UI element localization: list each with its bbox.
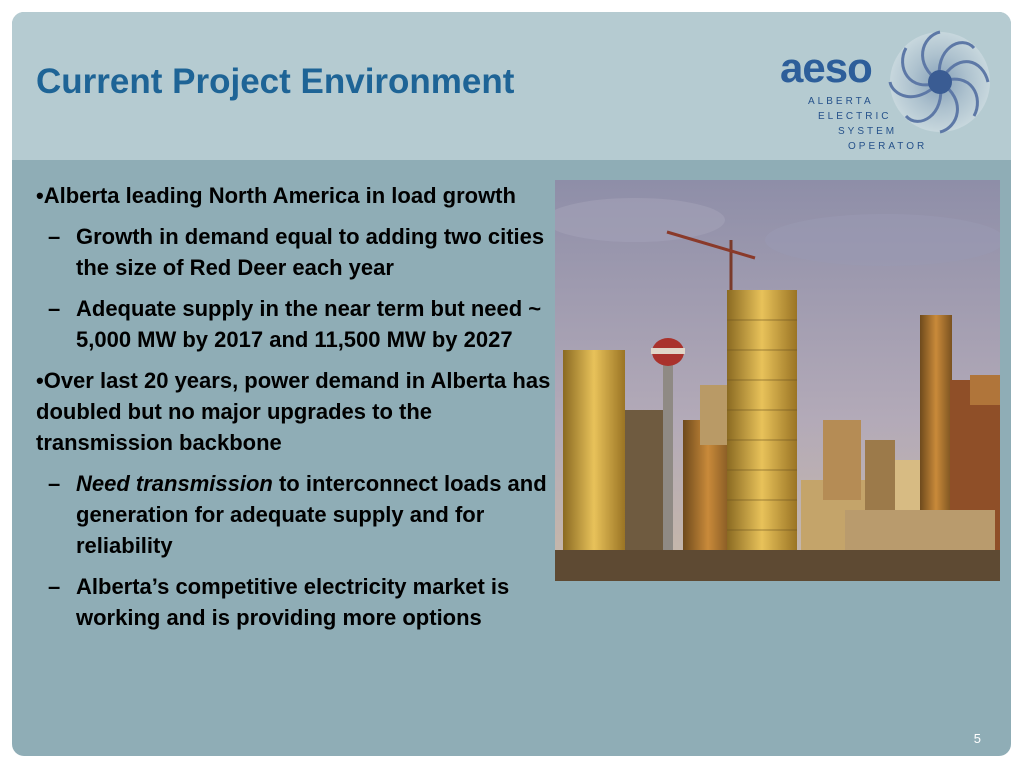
sub-bullet-marker: – bbox=[48, 296, 61, 321]
swirl-logo-icon bbox=[888, 30, 992, 134]
sub-bullet-text: Adequate supply in the near term but need ~ 5,000 MW by 2017 and 11,500 MW by 2027 bbox=[76, 296, 542, 352]
logo-line-1: ALBERTA bbox=[808, 96, 874, 107]
page-number: 5 bbox=[973, 731, 981, 746]
sub-bullet-marker: – bbox=[48, 471, 61, 496]
sub-bullet-text: Growth in demand equal to adding two cities the size of Red Deer each year bbox=[76, 224, 545, 280]
bullet-1 bbox=[36, 180, 556, 211]
bullet-text: Over last 20 years, power demand in Alberta has doubled but no major upgrades to the transmission backbone bbox=[36, 368, 551, 455]
bullet-list bbox=[36, 180, 556, 643]
sub-bullet-2 bbox=[36, 293, 556, 355]
logo-line-2: ELECTRIC bbox=[818, 111, 892, 122]
logo-wordmark: aeso bbox=[780, 44, 872, 91]
slide-header bbox=[12, 12, 1011, 160]
logo-line-3: SYSTEM bbox=[838, 126, 898, 137]
aeso-logo bbox=[774, 30, 1004, 158]
slide bbox=[12, 12, 1011, 756]
sub-bullet-text: Alberta’s competitive electricity market is working and is providing more options bbox=[76, 574, 510, 630]
bullet-marker: • bbox=[36, 368, 44, 393]
sub-bullet-4 bbox=[36, 571, 556, 633]
slide-title: Current Project Environment bbox=[36, 62, 515, 101]
bullet-2 bbox=[36, 365, 556, 458]
city-skyline-photo bbox=[555, 180, 1000, 581]
emphasis-text: Need transmission bbox=[76, 471, 273, 496]
bullet-text: Alberta leading North America in load growth bbox=[43, 183, 516, 208]
sub-bullet-marker: – bbox=[48, 574, 61, 599]
logo-line-4: OPERATOR bbox=[848, 141, 928, 152]
sub-bullet-text: to interconnect loads and generation for adequate supply and for reliability bbox=[76, 471, 547, 558]
bullet-marker: • bbox=[36, 183, 44, 208]
sub-bullet-marker: – bbox=[48, 224, 61, 249]
sub-bullet-1 bbox=[36, 221, 556, 283]
sub-bullet-3 bbox=[36, 468, 556, 561]
